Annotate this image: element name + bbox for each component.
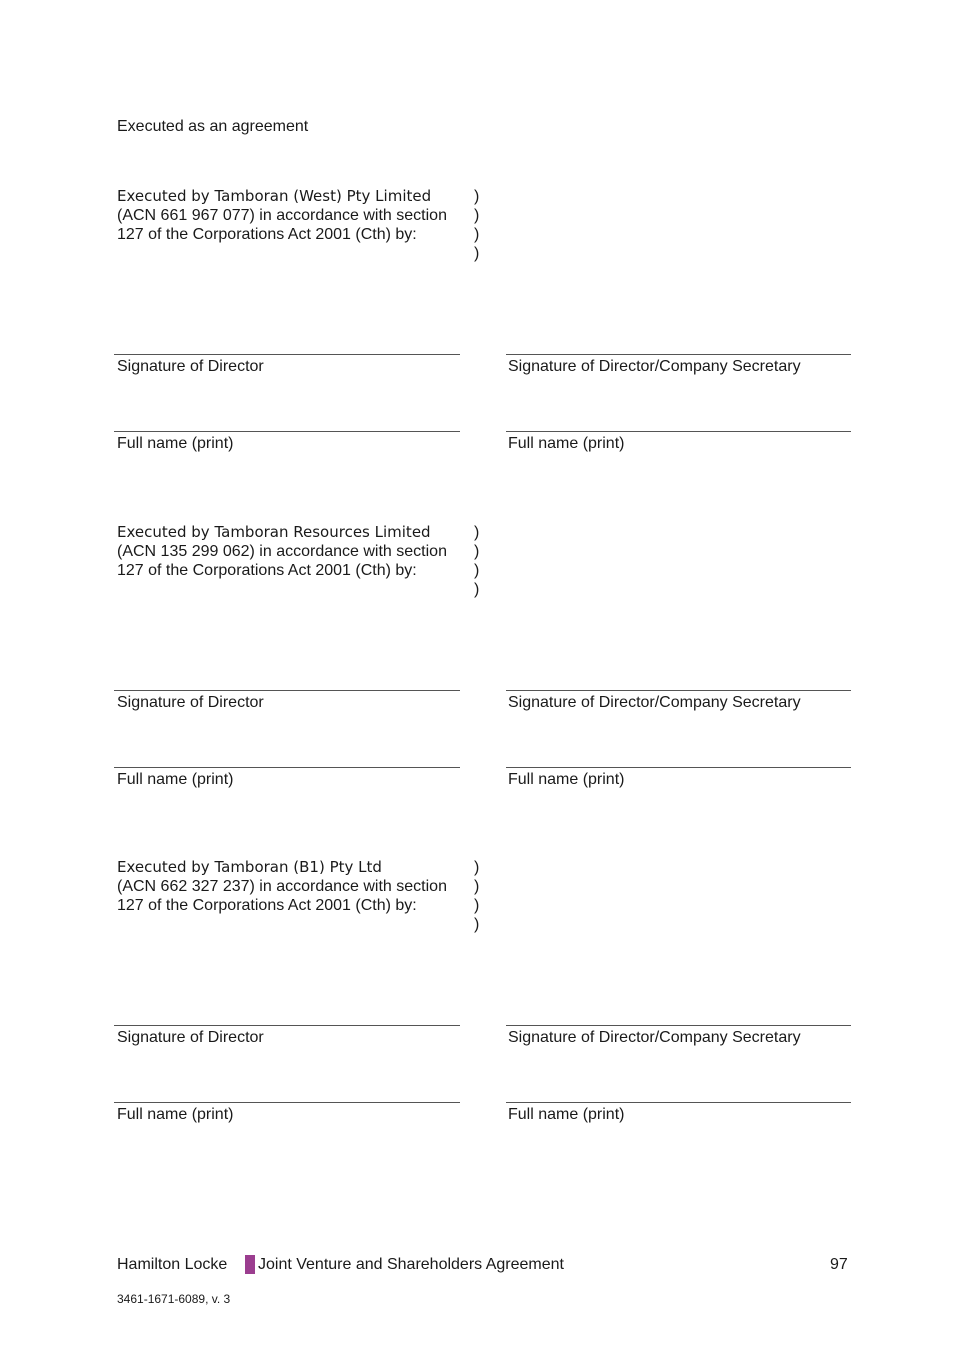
bracket: ) — [474, 226, 480, 243]
bracket: ) — [474, 581, 480, 598]
director-signature-label: Signature of Director — [117, 1029, 264, 1046]
bracket-column — [474, 523, 479, 599]
execution-clause — [117, 858, 467, 915]
director-name-label: Full name (print) — [117, 435, 234, 452]
bracket: ) — [474, 897, 480, 914]
secretary-name-line[interactable] — [506, 431, 851, 432]
bracket: ) — [474, 878, 480, 895]
execution-block-2 — [0, 523, 965, 853]
secretary-name-line[interactable] — [506, 1102, 851, 1103]
secretary-signature-label: Signature of Director/Company Secretary — [508, 358, 801, 375]
director-signature-label: Signature of Director — [117, 358, 264, 375]
execution-block-1 — [0, 187, 965, 517]
bracket: ) — [474, 859, 480, 876]
execution-clause — [117, 523, 467, 580]
execution-clause-line: Executed by Tamboran Resources Limited — [117, 523, 431, 541]
page-heading: Executed as an agreement — [117, 118, 309, 135]
secretary-signature-line[interactable] — [506, 1025, 851, 1026]
bracket: ) — [474, 188, 480, 205]
secretary-name-label: Full name (print) — [508, 771, 625, 788]
bracket: ) — [474, 207, 480, 224]
director-name-label: Full name (print) — [117, 771, 234, 788]
director-signature-line[interactable] — [114, 690, 460, 691]
secretary-signature-label: Signature of Director/Company Secretary — [508, 694, 801, 711]
secretary-name-label: Full name (print) — [508, 435, 625, 452]
director-name-line[interactable] — [114, 431, 460, 432]
bracket-column — [474, 858, 479, 934]
secretary-signature-label: Signature of Director/Company Secretary — [508, 1029, 801, 1046]
execution-clause — [117, 187, 467, 244]
document-title: Joint Venture and Shareholders Agreement — [258, 1256, 564, 1273]
firm-name: Hamilton Locke — [117, 1256, 228, 1273]
director-signature-line[interactable] — [114, 1025, 460, 1026]
bracket: ) — [474, 245, 480, 262]
execution-clause-line: (ACN 135 299 062) in accordance with section — [117, 543, 447, 560]
execution-clause-line: (ACN 661 967 077) in accordance with section — [117, 207, 447, 224]
director-signature-line[interactable] — [114, 354, 460, 355]
bracket: ) — [474, 543, 480, 560]
secretary-signature-line[interactable] — [506, 354, 851, 355]
secretary-name-line[interactable] — [506, 767, 851, 768]
bracket: ) — [474, 524, 480, 541]
execution-clause-line: Executed by Tamboran (West) Pty Limited — [117, 187, 432, 205]
secretary-signature-line[interactable] — [506, 690, 851, 691]
footer-marker — [245, 1255, 255, 1274]
page-number: 97 — [830, 1256, 848, 1273]
execution-clause-line: Executed by Tamboran (B1) Pty Ltd — [117, 858, 382, 876]
bracket-column — [474, 187, 479, 263]
director-signature-label: Signature of Director — [117, 694, 264, 711]
bracket: ) — [474, 562, 480, 579]
execution-block-3 — [0, 858, 965, 1188]
director-name-line[interactable] — [114, 767, 460, 768]
execution-clause-line: (ACN 662 327 237) in accordance with section — [117, 878, 447, 895]
secretary-name-label: Full name (print) — [508, 1106, 625, 1123]
director-name-label: Full name (print) — [117, 1106, 234, 1123]
bracket: ) — [474, 916, 480, 933]
execution-clause-line: 127 of the Corporations Act 2001 (Cth) by: — [117, 562, 417, 579]
execution-clause-line: 127 of the Corporations Act 2001 (Cth) by: — [117, 897, 417, 914]
execution-clause-line: 127 of the Corporations Act 2001 (Cth) by: — [117, 226, 417, 243]
document-reference: 3461-1671-6089, v. 3 — [117, 1292, 231, 1306]
director-name-line[interactable] — [114, 1102, 460, 1103]
